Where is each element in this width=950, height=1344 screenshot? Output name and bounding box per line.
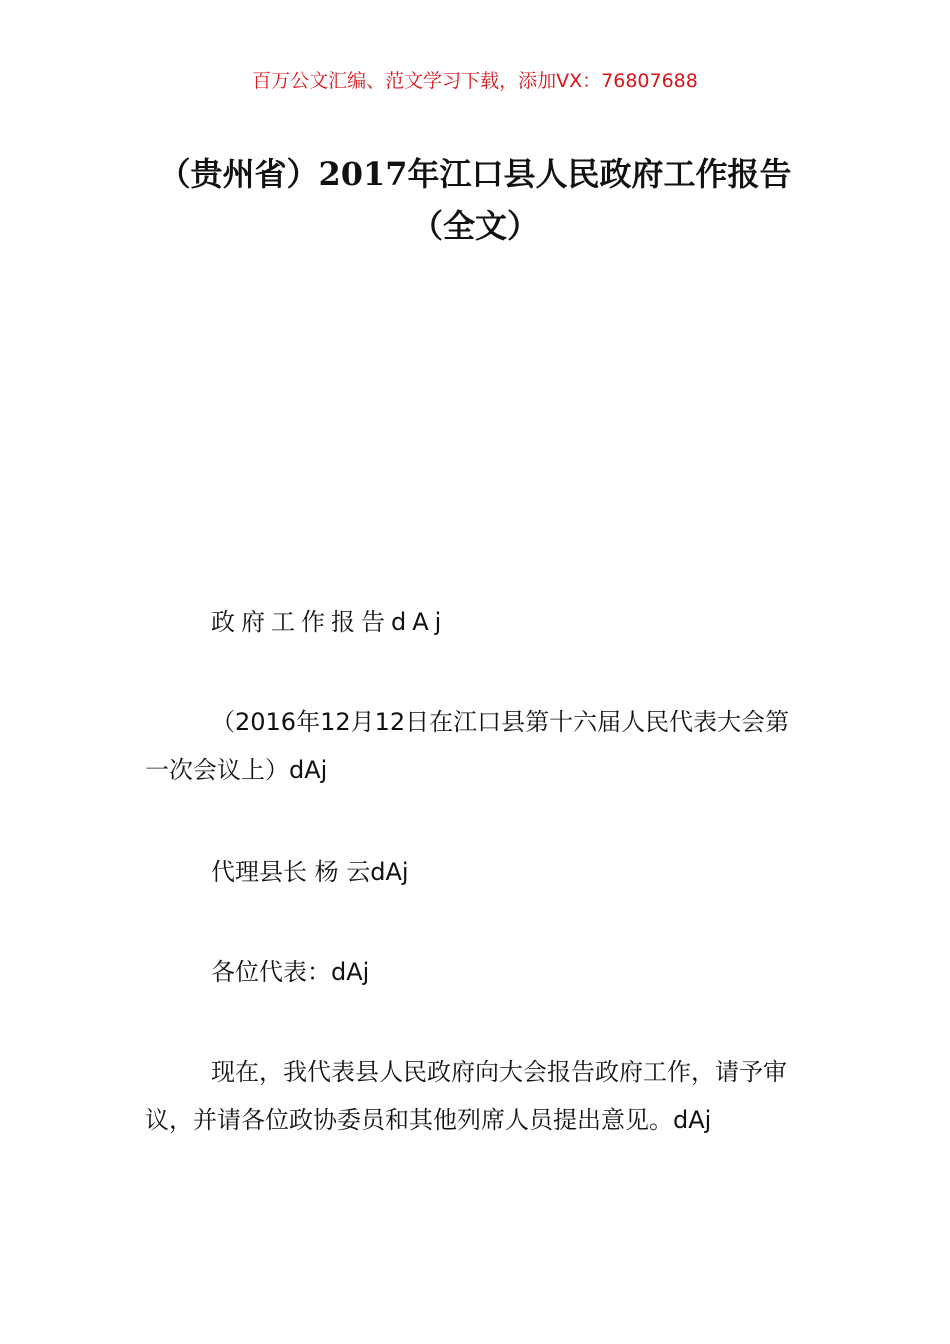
paragraph-report-heading: 政府工作报告dAj <box>211 608 448 636</box>
paragraph-opening: 现在，我代表县人民政府向大会报告政府工作，请予审议，并请各位政协委员和其他列席人员提出意见。dAj <box>145 1058 787 1134</box>
paragraph-speaker: 代理县长 杨 云dAj <box>211 858 409 886</box>
document-title: （贵州省）2017年江口县人民政府工作报告（全文） <box>158 155 792 245</box>
header-note: 百万公文汇编、范文学习下载，添加VX：76807688 <box>252 70 698 92</box>
paragraph-meeting-date: （2016年12月12日在江口县第十六届人民代表大会第一次会议上）dAj <box>145 708 790 784</box>
paragraph-salutation: 各位代表：dAj <box>211 958 370 986</box>
